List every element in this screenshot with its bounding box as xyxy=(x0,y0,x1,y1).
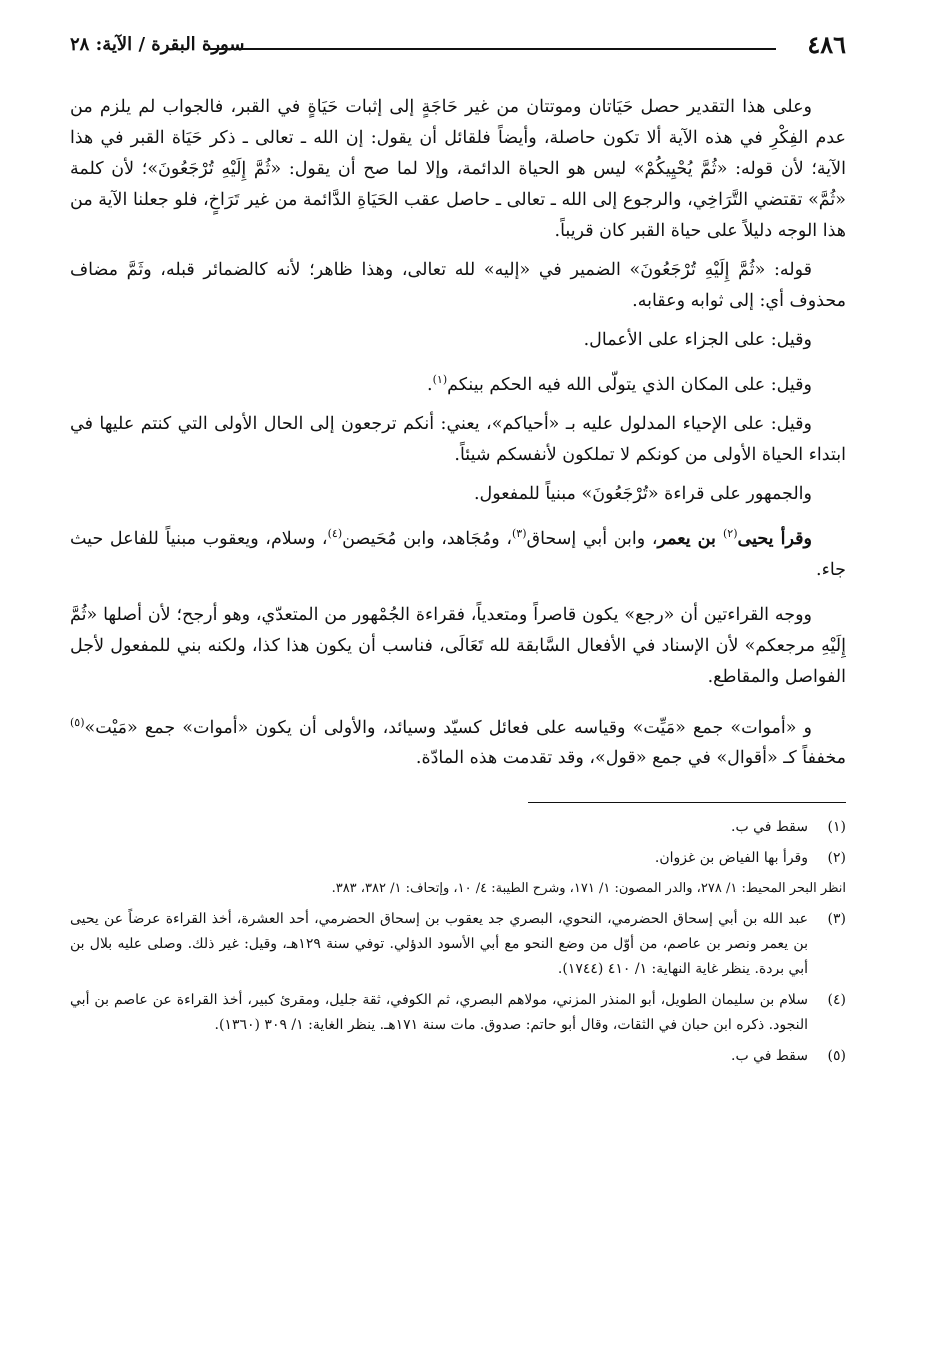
paragraph: ووجه القراءتين أن «رجع» يكون قاصراً ومتعدياً، فقراءة الجُمْهور من المتعدّي، وهو أرجح؛ لأن أصلها «ثُمَّ إِلَيْهِ مرجعكم» لأن الإسناد في الأفعال السَّابقة لله تَعَالَى، فناسب أن يكون هذا كذا، ولكنه بني للمفعول لأجل الفواصل والمقاطع. xyxy=(70,604,846,687)
footnote-citation: انظر البحر المحيط: ١/ ٢٧٨، والدر المصون: ١/ ١٧١، وشرح الطيبة: ٤/ ١٠، وإتحاف: ١/ ٣٨٢، ٣٨٣. xyxy=(331,881,846,897)
footnote-text: سلام بن سليمان الطويل، أبو المنذر المزني، مولاهم البصري، ثم الكوفي، ثقة جليل، ومقرئ كبير، أخذ القراءة عن عاصم بن أبي النجود. ذكره ابن حبان في الثقات، وقال أبو حاتم: صدوق. مات سنة ١٧١هـ. ينظر الغاية: ١/ ٣٠٩ (١٣٦٠). xyxy=(70,992,808,1034)
footnote-ref: (٢) xyxy=(723,526,738,540)
paragraph: وعلى هذا التقدير حصل حَيَاتان وموتتان من غير حَاجَةٍ إلى إثبات حَيَاةٍ في القبر، فالجواب لم يلزم من عدم الفِكْرِ في هذه الآية ألا تكون حاصلة، وأيضاً فلقائل أن يقول: إن الله ـ تعالى ـ ذكر حَيَاة القبر في هذا الآية؛ لأن قوله: «ثُمَّ يُحْيِيكُمْ» ليس هو الحياة الدائمة، وإلا لما صح أن يقول: «ثُمَّ إِلَيْهِ تُرْجَعُونَ»؛ لأن كلمة «ثُمَّ» تقتضي التَّرَاخِي، والرجوع إلى الله ـ تعالى ـ حاصل عقب الحَيَاةِ الدَّائمة من غير تَرَاخٍ، فلو جعلنا الآية من هذا الوجه دليلاً على حياة القبر كان قريباً. xyxy=(70,97,846,241)
footnotes xyxy=(70,815,846,1069)
paragraph-text: ، وسلام، ويعقوب مبنياً للفاعل حيث جاء. xyxy=(70,528,846,580)
footnote-number: (٢) xyxy=(827,850,846,867)
running-title: سورة البقرة / الآية: ٢٨ xyxy=(70,34,245,55)
footnote xyxy=(70,988,846,1038)
footnote-text: وقرأ بها الفياض بن غزوان. xyxy=(654,850,808,867)
paragraph: قوله: «ثُمَّ إِلَيْهِ تُرْجَعُونَ» الضمير في «إليه» لله تعالى، وهذا ظاهر؛ لأنه كالضمائر قبله، وثَمَّ مضاف محذوف أي: إلى ثوابه وعقابه. xyxy=(70,260,846,311)
footnote xyxy=(70,846,846,871)
footnote xyxy=(70,1044,846,1069)
footnote-number: (٣) xyxy=(827,911,846,928)
header-rule xyxy=(210,48,776,50)
footnote-text: سقط في ب. xyxy=(731,1048,808,1065)
footnote-ref: (٥) xyxy=(70,715,85,729)
book-page xyxy=(70,28,846,1075)
paragraph-text: ، وابن أبي إسحاق xyxy=(526,528,658,549)
footnote-ref: (٤) xyxy=(327,526,343,540)
footnote-text: سقط في ب. xyxy=(731,819,808,836)
paragraph: وقيل: على الجزاء على الأعمال. xyxy=(583,330,812,350)
footnote-number: (١) xyxy=(827,819,846,836)
reading-paragraph xyxy=(70,518,846,586)
footnote-number: (٥) xyxy=(827,1048,846,1065)
footnote-separator xyxy=(528,802,846,803)
footnote-text: عبد الله بن أبي إسحاق الحضرمي، النحوي، البصري جد يعقوب بن إسحاق الحضرمي، أحد العشرة، أخذ القراءة عرضاً عن يحيى بن يعمر ونصر بن عاصم، من أوّل من وضع النحو مع أبي الأسود الدؤلي. توفي سنة ١٢٩هـ، وقيل: غير ذلك. وصلى عليه بلال بن أبي بردة. ينظر غاية النهاية: ١/ ٤١٠ (١٧٤٤). xyxy=(70,911,808,978)
paragraph xyxy=(70,707,846,775)
paragraph-text: ، ومُجَاهد، وابن مُحَيصن xyxy=(342,528,512,549)
paragraph-text: مخففاً كـ «أقوال» في جمع «قول»، وقد تقدمت هذه المادّة. xyxy=(415,748,846,769)
page-header xyxy=(70,28,846,68)
footnote-ref: (١) xyxy=(432,373,448,386)
page-number: ٤٨٦ xyxy=(807,30,846,59)
paragraph: وقيل: على المكان الذي يتولّى الله فيه الحكم بينكم$^{(١)}$. xyxy=(427,373,812,395)
paragraph: وقيل: على الإحياء المدلول عليه بـ «أحياكم»، يعني: أنكم ترجعون إلى الحال الأولى التي كنتم عليها في ابتداء الحياة الأولى من كونكم لا تملكون لأنفسكم شيئاً. xyxy=(70,413,846,465)
main-text xyxy=(70,92,846,774)
footnote xyxy=(70,907,846,982)
footnote-number: (٤) xyxy=(827,992,846,1009)
reader-name-rest: بن يعمر xyxy=(657,528,723,549)
paragraph-text: وقيل: على المكان الذي يتولّى الله فيه الحكم بينكم xyxy=(447,374,812,395)
paragraph-text: و «أموات» جمع «مَيِّت» وقياسه على فعائل كسيّد وسيائد، والأولى أن يكون «أموات» جمع «مَيْت» xyxy=(84,717,812,738)
reader-name: وقرأ يحيى xyxy=(737,528,812,549)
footnote xyxy=(70,815,846,840)
footnote-ref: (٣) xyxy=(512,526,527,540)
paragraph: والجمهور على قراءة «تُرْجَعُونَ» مبنياً للمفعول. xyxy=(473,483,812,504)
